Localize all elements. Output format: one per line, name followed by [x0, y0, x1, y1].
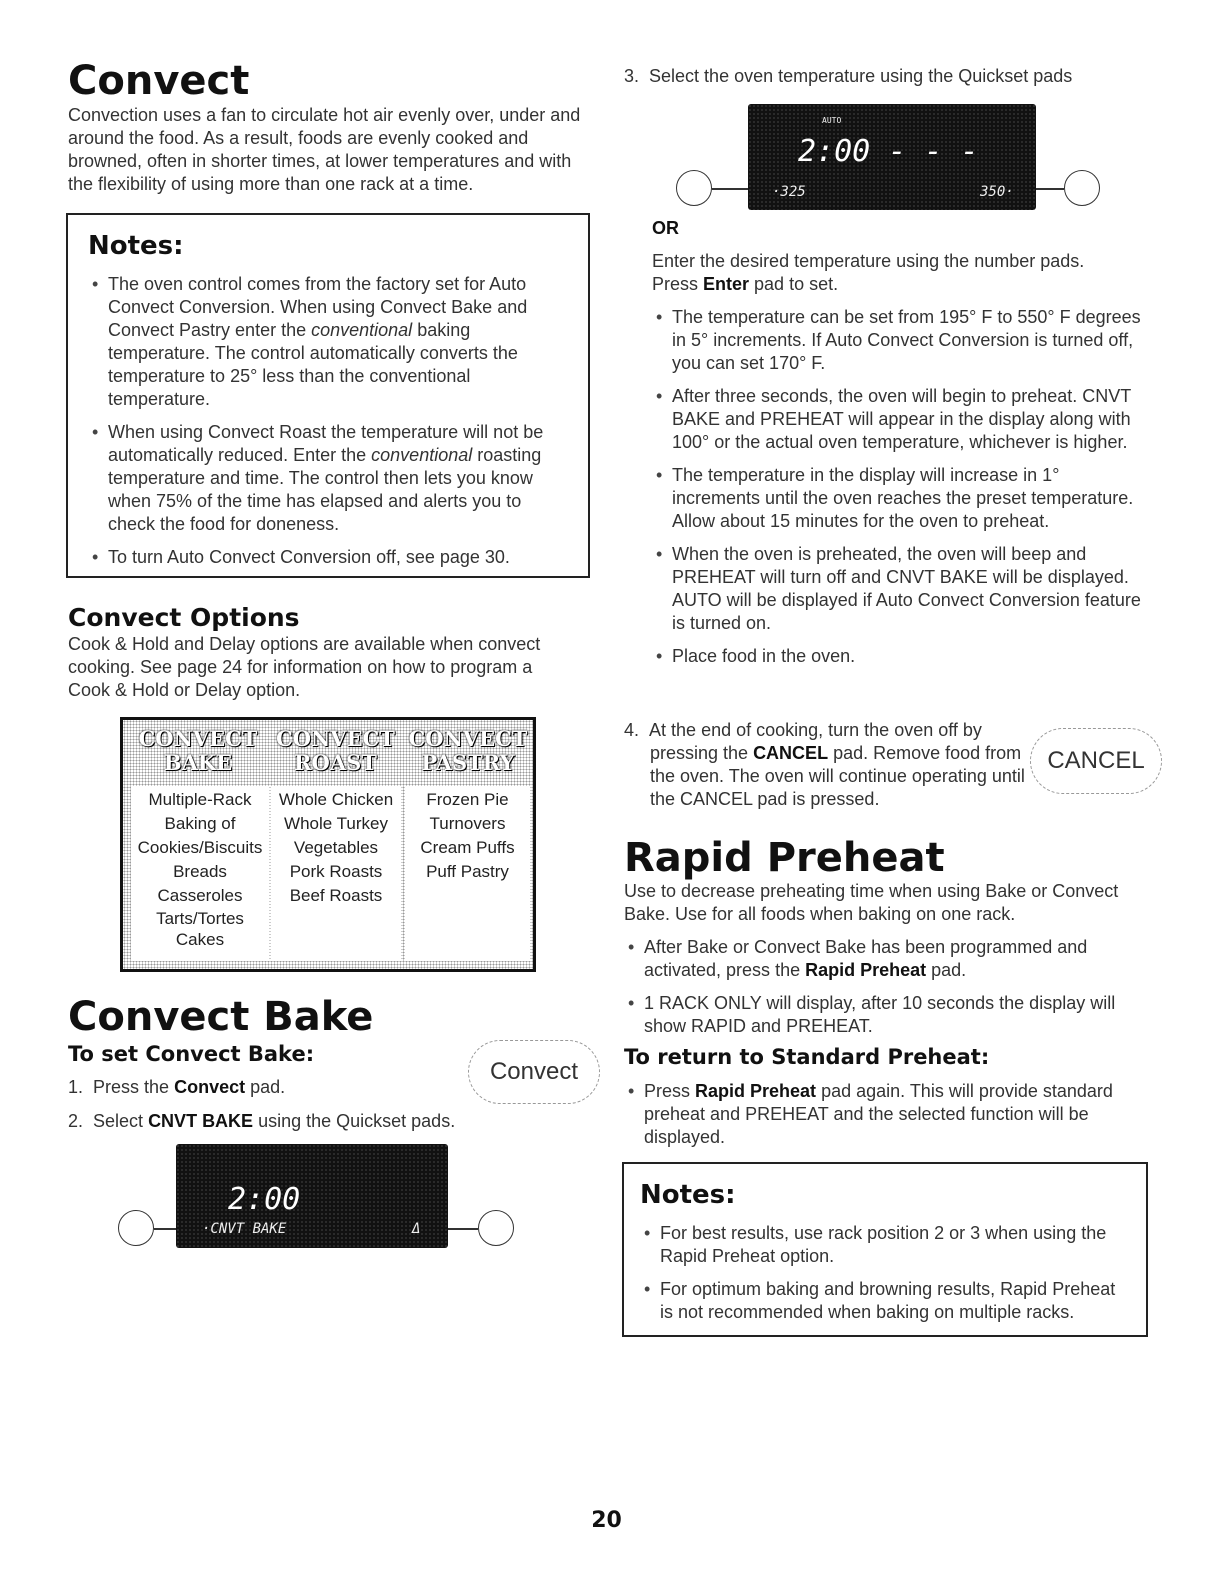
display-symbol: Δ [412, 1221, 421, 1237]
step-3: 3. Select the oven temperature using the Quickset pads [624, 66, 1073, 86]
table-cell: Puff Pastry [426, 862, 509, 881]
rapid-notes-box [622, 1162, 1148, 1337]
convect-intro: Convection uses a fan to circulate hot air evenly over, under and around the food. As a result, foods are evenly cooked and browned, often in shorter times, at lower temperatures and with the flexibility of using more than one rack at a time. [68, 105, 581, 194]
table-cell: Vegetables [293, 838, 379, 857]
connector-line [712, 188, 748, 190]
notes-item: • For best results, use rack position 2 or 3 when using the Rapid Preheat option. [640, 1222, 1126, 1268]
rapid-preheat-heading: Rapid Preheat [624, 835, 945, 881]
notes-list [88, 273, 568, 569]
table-cell: Turnovers [429, 814, 506, 833]
table-cell: Cream Puffs [420, 838, 515, 857]
step-1: 1. Press the Convect pad. [68, 1077, 286, 1097]
table-cell: Tarts/Tortes [156, 909, 244, 928]
convect-pad-button[interactable]: Convect [468, 1040, 600, 1104]
convect-options-heading: Convect Options [68, 603, 300, 632]
notes-list [640, 1222, 1126, 1324]
display-time: 2:00 - - - [798, 134, 979, 169]
notes-item: • For optimum baking and browning results, Rapid Preheat is not recommended when baking on multiple racks. [640, 1278, 1126, 1324]
list-item: • Place food in the oven. [652, 645, 1152, 668]
oven-display-temp [748, 104, 1036, 210]
table-cell: Beef Roasts [289, 886, 383, 905]
temperature-notes-list [652, 306, 1152, 678]
table-header-pastry: CONVECT PASTRY [408, 726, 528, 775]
display-time: 2:00 [228, 1182, 301, 1217]
notes-box [66, 213, 590, 578]
table-header-bake: CONVECT BAKE [138, 726, 258, 775]
oven-display-bake [176, 1144, 448, 1248]
convect-modes-table [120, 717, 536, 972]
list-item: • Press Rapid Preheat pad again. This will provide standard preheat and PREHEAT and the selected function will be displayed. [624, 1080, 1134, 1149]
table-cell: Cookies/Biscuits [137, 838, 263, 857]
table-cell: Whole Turkey [284, 814, 388, 833]
step-4: 4. At the end of cooking, turn the oven off by pressing the CANCEL pad. Remove food from the oven. The oven will continue operating until the CANCEL pad is pressed. [624, 720, 1025, 809]
table-header-roast: CONVECT ROAST [276, 726, 395, 775]
list-item: • The temperature can be set from 195° F to 550° F degrees in 5° increments. If Auto Convect Conversion is turned off, you can set 170° F. [652, 306, 1152, 375]
page-number: 20 [591, 1508, 622, 1533]
convect-options-text: Cook & Hold and Delay options are available when convect cooking. See page 24 for information on how to program a Cook & Hold or Delay option. [68, 634, 541, 700]
quickset-left-knob-icon[interactable] [118, 1210, 154, 1246]
standard-preheat-subheading: To return to Standard Preheat: [624, 1045, 990, 1069]
quickset-right-knob-icon[interactable] [478, 1210, 514, 1246]
notes-title: Notes: [640, 1180, 736, 1210]
display-right-temp: 350· [980, 184, 1014, 200]
step-2: 2. Select CNVT BAKE using the Quickset pads. [68, 1111, 456, 1131]
convect-heading: Convect [68, 58, 250, 104]
display-mode: ·CNVT BAKE [202, 1221, 287, 1237]
quickset-right-knob-icon[interactable] [1064, 170, 1100, 206]
display-left-temp: ·325 [772, 184, 806, 200]
connector-line [154, 1228, 176, 1230]
notes-item: • The oven control comes from the factory set for Auto Convect Conversion. When using Convect Bake and Convect Pastry enter the conventional baking temperature. The control automatically converts the temperature to 25° less than the conventional temperature. [88, 273, 568, 411]
or-label: OR [652, 218, 679, 238]
table-cell: Frozen Pie [426, 790, 509, 809]
table-cell: Multiple-Rack [148, 790, 252, 809]
list-item: • When the oven is preheated, the oven will beep and PREHEAT will turn off and CNVT BAKE will be displayed. AUTO will be displayed if Auto Convect Conversion feature is turned on. [652, 543, 1152, 635]
table-cell: Breads [173, 862, 227, 881]
rapid-preheat-intro: Use to decrease preheating time when using Bake or Convect Bake. Use for all foods when baking on one rack. [624, 881, 1119, 924]
table-cell: Baking of [164, 814, 236, 833]
table-column-pastry [405, 786, 530, 961]
list-item: • After three seconds, the oven will begin to preheat. CNVT BAKE and PREHEAT will appear in the display along with 100° or the actual oven temperature, whichever is higher. [652, 385, 1152, 454]
table-column-bake [131, 786, 269, 961]
notes-title: Notes: [88, 231, 184, 261]
convect-bake-subheading: To set Convect Bake: [68, 1042, 315, 1066]
table-cell: Pork Roasts [289, 862, 383, 881]
connector-line [448, 1228, 478, 1230]
table-cell: Casseroles [157, 886, 243, 905]
list-item: • After Bake or Convect Bake has been programmed and activated, press the Rapid Preheat pad. [624, 936, 1154, 982]
convect-bake-heading: Convect Bake [68, 994, 374, 1040]
display-auto: AUTO [822, 116, 842, 125]
connector-line [1036, 188, 1064, 190]
list-item: • The temperature in the display will increase in 1° increments until the oven reaches the preset temperature. Allow about 15 minutes for the oven to preheat. [652, 464, 1152, 533]
standard-preheat-list [624, 1080, 1134, 1159]
list-item: • 1 RACK ONLY will display, after 10 seconds the display will show RAPID and PREHEAT. [624, 992, 1154, 1038]
rapid-preheat-list [624, 936, 1154, 1048]
quickset-left-knob-icon[interactable] [676, 170, 712, 206]
enter-instruction: Enter the desired temperature using the number pads. Press Enter pad to set. [652, 251, 1085, 294]
table-cell: Whole Chicken [278, 790, 394, 809]
notes-item: • To turn Auto Convect Conversion off, see page 30. [88, 546, 568, 569]
table-cell: Cakes [175, 930, 225, 949]
table-column-roast [271, 786, 401, 961]
cancel-pad-button[interactable]: CANCEL [1030, 728, 1162, 794]
notes-item: • When using Convect Roast the temperature will not be automatically reduced. Enter the conventional roasting temperature and time. The control then lets you know when 75% of the time has elapsed and alerts you to check the food for doneness. [88, 421, 568, 536]
